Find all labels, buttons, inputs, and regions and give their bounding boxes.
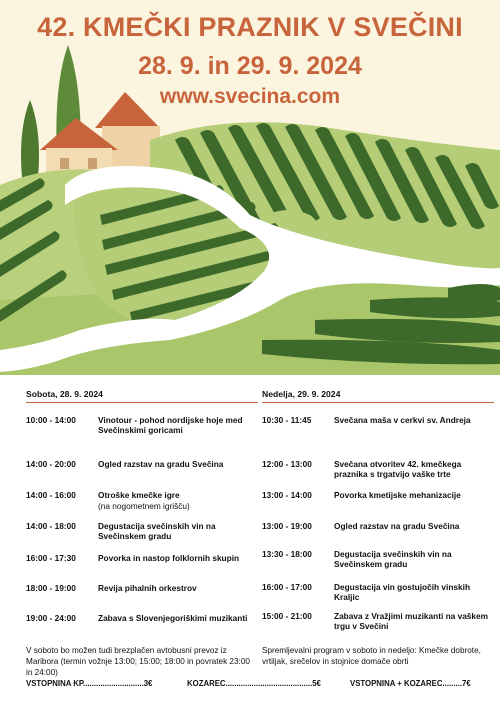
event-title: Povorka kmetijske mehanizacije [334,490,461,500]
cup-price: KOZAREC........................................5€ [187,679,321,688]
event-title: Degustacija vin gostujočih vinskih Kraljic [334,582,471,603]
event-title: Revija pihalnih orkestrov [98,583,197,593]
event-dates: 28. 9. in 29. 9. 2024 [138,52,362,80]
sunday-column [262,389,494,667]
event-time: 19:00 - 24:00 [26,613,76,623]
event-website[interactable]: www.svecina.com [159,85,341,108]
event-time: 18:00 - 19:00 [26,583,76,593]
entry-price: VSTOPNINA KP............................3€ [26,679,153,688]
event-time: 10:30 - 11:45 [262,415,312,425]
event-title: Svečana otvoritev 42. kmečkega praznika s trgatvijo vaške trte [334,459,462,480]
event-time: 13:00 - 14:00 [262,490,312,500]
event-time: 13:00 - 19:00 [262,521,312,531]
event-title: Svečana maša v cerkvi sv. Andreja [334,415,471,425]
event-time: 16:00 - 17:00 [262,582,312,592]
event-time: 14:00 - 16:00 [26,490,76,500]
event-time: 15:00 - 21:00 [262,611,312,621]
event-title: Degustacija svečinskih vin na Svečinskem gradu [98,521,216,542]
program-section [0,375,500,707]
event-time: 16:00 - 17:30 [26,553,76,563]
event-title: Otroške kmečke igre [98,490,180,500]
combo-price: VSTOPNINA + KOZAREC.........7€ [350,679,471,688]
event-time: 10:00 - 14:00 [26,415,76,425]
bus-note: V soboto bo možen tudi brezplačen avtobusni prevoz iz Maribora (termin vožnje 13:00; 15:00; 18:00 in povratek 23:00 in 24:00) [26,646,250,678]
event-title: Ogled razstav na gradu Svečina [98,459,224,469]
event-time: 13:30 - 18:00 [262,549,312,559]
event-title: Povorka in nastop folklornih skupin [98,553,240,563]
event-title: Vinotour - pohod nordijske hoje med Svečinskimi goricami [98,415,243,436]
event-title: Zabava s Slovenjegoriškimi muzikanti [98,613,248,623]
poster-header [0,0,500,110]
saturday-heading: Sobota, 28. 9. 2024 [26,389,258,403]
event-time: 14:00 - 18:00 [26,521,76,531]
event-title: Ogled razstav na gradu Svečina [334,521,460,531]
sunday-heading: Nedelja, 29. 9. 2024 [262,389,494,403]
event-subtitle: (na nogometnem igrišču) [98,501,190,511]
event-time: 14:00 - 20:00 [26,459,76,469]
event-title: Zabava z Vražjimi muzikanti na vaškem trgu v Svečini [334,611,489,632]
event-time: 12:00 - 13:00 [262,459,312,469]
event-title: 42. KMEČKI PRAZNIK V SVEČINI [37,12,463,42]
saturday-column [26,389,258,678]
event-title: Degustacija svečinskih vin na Svečinskem gradu [334,549,452,570]
side-program-note: Spremljevalni program v soboto in nedeljo: Kmečke dobrote, vrtiljak, srečelov in stojnice domače obrti [262,646,481,667]
